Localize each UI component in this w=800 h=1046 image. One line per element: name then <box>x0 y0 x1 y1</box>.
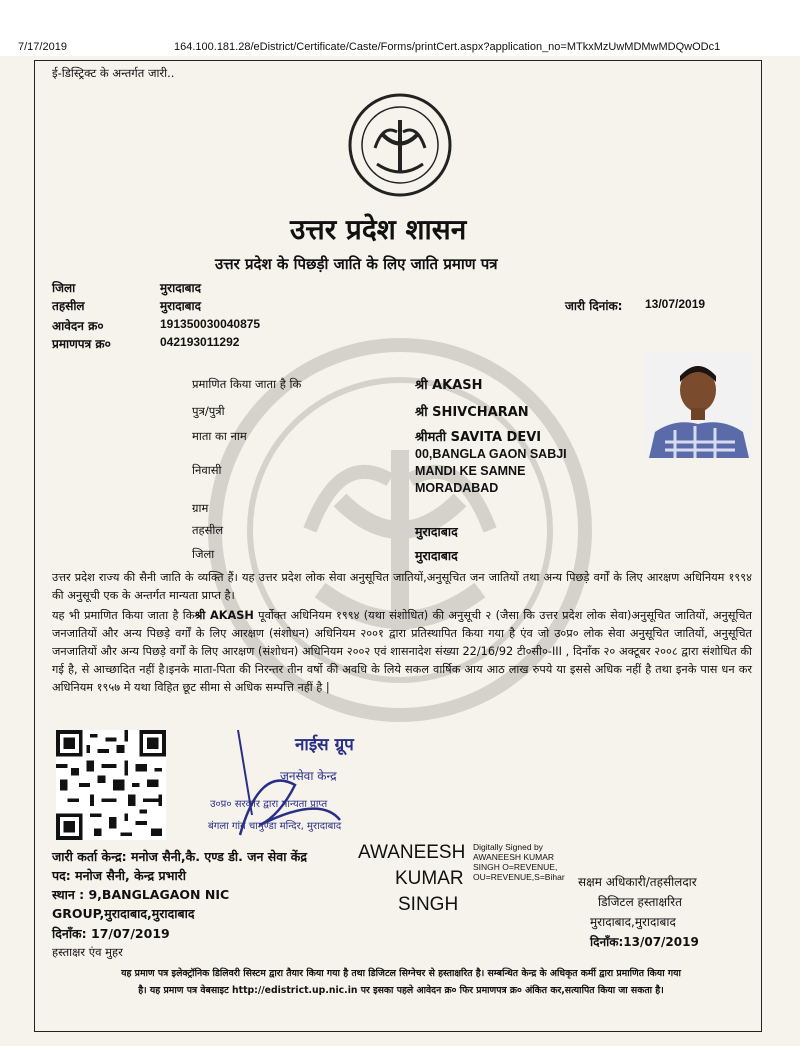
digital-signature-detail: OU=REVENUE,S=Bihar <box>473 872 565 882</box>
issuer-location: GROUP,मुरादाबाद,मुरादाबाद <box>52 906 195 921</box>
footer-note-line: है। यह प्रमाण पत्र वेबसाइट http://edistrict.up.nic.in पर इसका पहले आवेदन क्र० फिर प्रमाणपत्र क्र० अंकित कर,सत्यापित किया जा सकता है। <box>138 985 664 996</box>
footer-note <box>56 965 746 999</box>
digital-signature-detail: AWANEESH KUMAR <box>473 852 555 862</box>
applicant-name: श्री AKASH <box>415 378 483 393</box>
district-label: जिला <box>192 547 215 561</box>
residence-label: निवासी <box>192 463 222 477</box>
footer-note-line: यह प्रमाण पत्र इलेक्ट्रॉनिक डिलिवरी सिस्टम द्वारा तैयार किया गया है तथा डिजिटल सिग्नेचर से हस्ताक्षरित है। सम्बन्धित केन्द्र के अधिकृत कर्मी द्वारा प्रमाणित किया गया <box>121 968 681 979</box>
issue-date-label: जारी दिनांक: <box>565 299 623 313</box>
digital-signer-name: AWANEESH <box>358 842 466 863</box>
meta-value-application-no: 191350030040875 <box>160 317 261 331</box>
certify-label: प्रमाणित किया जाता है कि <box>192 377 302 391</box>
digital-signer-name: SINGH <box>398 894 459 915</box>
meta-value-tehsil: मुरादाबाद <box>160 299 202 313</box>
address-line: 00,BANGLA GAON SABJI <box>415 447 567 461</box>
meta-value-certificate-no: 042193011292 <box>160 335 240 349</box>
issue-date-value: 13/07/2019 <box>645 297 706 311</box>
meta-label-tehsil: तहसील <box>52 299 85 313</box>
certificate-title: उत्तर प्रदेश शासन <box>290 213 467 246</box>
authority-place: मुरादाबाद,मुरादाबाद <box>590 915 676 929</box>
meta-label-certificate-no: प्रमाणपत्र क्र० <box>52 337 111 351</box>
meta-label-application-no: आवेदन क्र० <box>52 319 104 333</box>
issuer-date: दिनाँक: 17/07/2019 <box>52 926 170 941</box>
meta-value-district: मुरादाबाद <box>160 281 202 295</box>
authority-signed: डिजिटल हस्ताक्षरित <box>598 895 682 909</box>
paragraph-applicant-name: श्री AKASH <box>194 609 254 622</box>
certificate-subtitle: उत्तर प्रदेश के पिछड़ी जाति के लिए जाति प्रमाण पत्र <box>215 255 498 273</box>
service-center-stamp <box>200 725 440 855</box>
authority-designation: सक्षम अधिकारी/तहसीलदार <box>578 875 697 889</box>
qr-code-icon <box>56 730 166 840</box>
mother-label: माता का नाम <box>192 429 247 443</box>
creamy-layer-statement-paragraph <box>52 607 752 697</box>
address-line: MORADABAD <box>415 481 499 495</box>
tehsil-label: तहसील <box>192 523 224 537</box>
village-label: ग्राम <box>192 501 209 515</box>
stamp-line: जनसेवा केन्द्र <box>280 769 337 783</box>
relation-label: पुत्र/पुत्री <box>192 404 225 418</box>
issuer-center: जारी कर्ता केन्द्र: मनोज सैनी,कै. एण्ड डी. जन सेवा केंद्र <box>52 849 308 864</box>
print-date: 7/17/2019 <box>18 41 67 53</box>
stamp-line: बंगला गांव चामुण्डा मन्दिर, मुरादाबाद <box>208 821 342 832</box>
digital-signature-detail: Digitally Signed by <box>473 842 543 852</box>
digital-signer-name: KUMAR <box>395 868 464 889</box>
print-url: 164.100.181.28/eDistrict/Certificate/Caste/Forms/printCert.aspx?application_no=MTkxMzUwMDMwMDQwODc1 <box>174 41 721 53</box>
paragraph-body: पूर्वोक्त अधिनियम १९९४ (यथा संशोधित) की अनुसूची २ (जैसा कि उत्तर प्रदेश लोक सेवा)अनुसूचित जातियों, अनुसूचित जनजातियों और अन्य पिछड़े वर्गों के लिए आरक्षण (संशोधन) अधिनियम २००१ द्वारा प्रतिस्थापित किया गया है एंव जो उ०प्र० लोक सेवा अनुसूचित जातियों, अनुसूचित जनजातियों और अन्य पिछड़े वर्गों के लिए आरक्षण (संशोधन) अधिनियम २००२ एवं शासनादेश संख्या 22/16/92 टी०सी०-III , दिनाँक २० अक्टूबर २००८ द्वारा संशोधित की गई है, से आच्छादित नहीं है।इनके माता-पिता की निरन्तर तीन वर्षो की अवधि के लिये सकल वार्षिक आय आठ लाख रुपये या इससे अधिक नहीं है तथा इनके पास धन कर अधिनियम १९५७ मे यथा विहित छूट सीमा से अधिक सम्पत्ति नहीं है | <box>52 609 752 694</box>
district-value: मुरादाबाद <box>415 548 458 563</box>
paragraph-intro: यह भी प्रमाणित किया जाता है कि <box>52 609 195 622</box>
authority-date: दिनाँक:13/07/2019 <box>590 935 699 949</box>
stamp-title: नाईस ग्रूप <box>295 735 354 755</box>
father-name: श्री SHIVCHARAN <box>415 405 529 420</box>
tehsil-value: मुरादाबाद <box>415 524 458 539</box>
issued-under-text: ई-डिस्ट्रिक्ट के अन्तर्गत जारी.. <box>52 66 175 80</box>
meta-label-district: जिला <box>52 281 76 295</box>
issuer-designation: पद: मनोज सैनी, केन्द्र प्रभारी <box>52 868 187 883</box>
digital-signature-detail: SINGH O=REVENUE, <box>473 862 558 872</box>
applicant-photo <box>645 352 751 458</box>
issuer-location: स्थान : 9,BANGLAGAON NIC <box>52 887 230 902</box>
issuer-sign-label: हस्ताक्षर एंव मुहर <box>52 945 123 959</box>
browser-print-header <box>0 0 800 56</box>
caste-statement-paragraph: उत्तर प्रदेश राज्य की सैनी जाति के व्यक्ति हैं। यह उत्तर प्रदेश लोक सेवा अनुसूचित जातियों,अनुसूचित जन जातियों तथा अन्य पिछड़े वर्गों के लिए आरक्षण अधिनियम १९९४ की अनुसूची एक के अन्तर्गत मान्यता प्राप्त है। <box>52 571 752 602</box>
address-line: MANDI KE SAMNE <box>415 464 526 478</box>
stamp-line: उ०प्र० सरकार द्वारा मान्यता प्राप्त <box>210 799 328 810</box>
up-government-emblem-icon <box>345 90 455 200</box>
mother-name: श्रीमती SAVITA DEVI <box>415 430 542 445</box>
